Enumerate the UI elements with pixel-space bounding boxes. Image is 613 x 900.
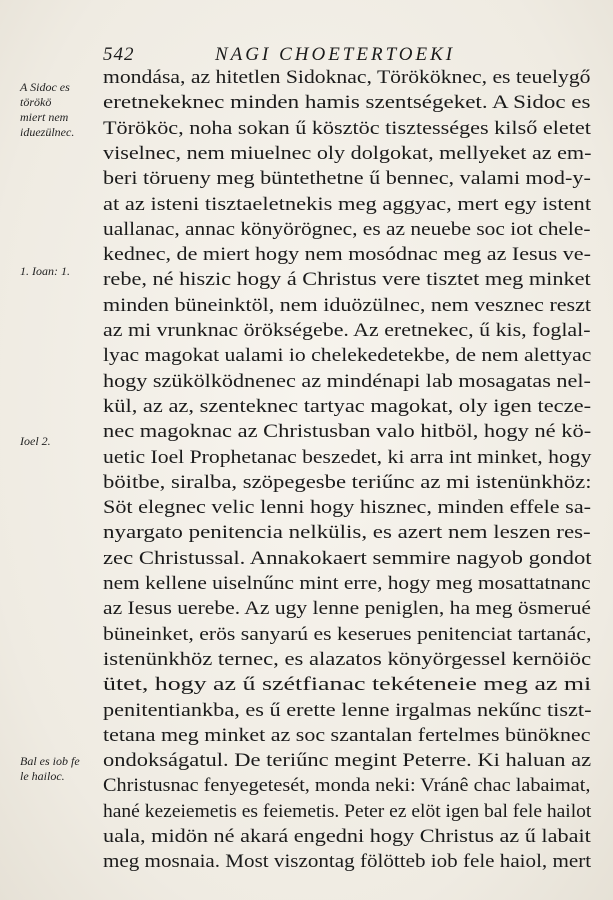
text-line: Christusnac fenyegetesét, monda neki: Vránê chac labaimat, xyxy=(103,775,591,797)
margin-note-line: le hailoc. xyxy=(20,769,65,783)
text-line: Söt elegnec velic lenni hogy hisznec, minden effele sa- xyxy=(103,497,592,519)
text-line: nem kellene uiselnűnc mint erre, hogy meg mosattatnanc xyxy=(103,573,591,594)
text-line: böitbe, siralba, szöpegesbe teriűnc az mi istenünkhöz: xyxy=(103,471,592,493)
text-line: uallanac, annac könyörögnec, es az neuebe soc iot chele- xyxy=(103,218,591,240)
margin-note-line: iduezülnec. xyxy=(20,125,75,139)
text-line: meg mosnaia. Most viszontag fölötteb iob fele haiol, mert xyxy=(103,851,592,873)
margin-note-bal xyxy=(20,754,102,784)
text-line: penitentiankba, es ű erette lenne irgalmas nekűnc tiszt- xyxy=(103,699,592,721)
text-line: ondokságatul. De teriűnc megint Peterre. Ki haluan az xyxy=(103,750,592,772)
margin-note-line: Bal es iob fe xyxy=(20,754,80,768)
text-line: beri törueny meg büntethetne ű bennec, valami mod-y- xyxy=(103,168,591,190)
page-number: 542 xyxy=(103,44,135,65)
margin-note-line: Ioel 2. xyxy=(20,434,51,448)
margin-note-sidoc xyxy=(20,80,102,140)
text-line: at az isteni tisztaeletnekis meg aggyac, mert egy istent xyxy=(103,193,592,215)
text-line: hogy szükölködnenec az mindénapi lab mosagatas nel- xyxy=(103,370,591,392)
margin-note-ioan xyxy=(20,264,102,279)
text-line: kednec, de miert hogy nem mosódnac meg az Iesus ve- xyxy=(103,244,591,266)
text-line: zec Christussal. Annakokaert semmire nagyob gondot xyxy=(103,547,592,569)
text-line: nyargato penitencia nelkülis, es azert nem leszen res- xyxy=(103,522,591,544)
margin-note-line: törökö xyxy=(20,95,52,109)
margin-note-line: A Sidoc es xyxy=(20,80,70,94)
text-line: minden büneinktöl, nem iduözülnec, nem vesznec reszt xyxy=(103,294,592,316)
text-line: az mi vrunknac örökségebe. Az eretnekec, ű kis, foglal- xyxy=(103,320,591,341)
margin-note-line: 1. Ioan: 1. xyxy=(20,264,70,278)
text-line: tetana meg minket az soc szantalan fertelmes bünöknec xyxy=(103,724,591,746)
text-line: uala, midön né akará engedni hogy Christus az ű labait xyxy=(103,826,591,847)
text-line: büneinket, erös sanyarú es keserues penitenciat tartanác, xyxy=(103,623,592,645)
text-line: ütet, hogy az ű szétfianac tekéteneie meg az mi xyxy=(103,674,592,696)
text-line: viselnec, nem miuelnec oly dolgokat, mellyeket az em- xyxy=(103,142,592,164)
text-line: lyac magokat ualami io chelekedetekbe, de nem alettyac xyxy=(103,345,592,367)
margin-note-line: miert nem xyxy=(20,110,69,124)
text-line: nec magoknac az Christusban valo hitböl, hogy né kö- xyxy=(103,421,592,443)
text-line: rebe, né hiszic hogy á Christus vere tisztet meg minket xyxy=(103,269,591,291)
text-line: mondása, az hitetlen Sidoknac, Törököknec, es teuelygő xyxy=(103,67,591,88)
margin-note-ioel xyxy=(20,434,102,449)
text-line: eretnekeknec minden hamis szentségeket. A Sidoc es xyxy=(103,92,591,114)
running-title: NAGI CHOETERTOEKI xyxy=(215,44,456,65)
text-line: hané kezeiemetis es feiemetis. Peter ez elöt igen bal fele hailot xyxy=(103,800,592,822)
text-line: az Iesus uerebe. Az ugy lenne peniglen, ha meg ösmerué xyxy=(103,598,591,620)
text-line: istenünkhöz ternec, es alazatos könyörgessel kernöiöc xyxy=(103,648,592,670)
text-line: Törököc, noha sokan ű kösztöc tisztességes kilső eletet xyxy=(103,117,591,139)
text-line: uetic Ioel Prophetanac beszedet, ki arra int minket, hogy xyxy=(103,446,592,468)
text-line: kül, az az, szenteknec tartyac magokat, oly igen tecze- xyxy=(103,395,592,417)
